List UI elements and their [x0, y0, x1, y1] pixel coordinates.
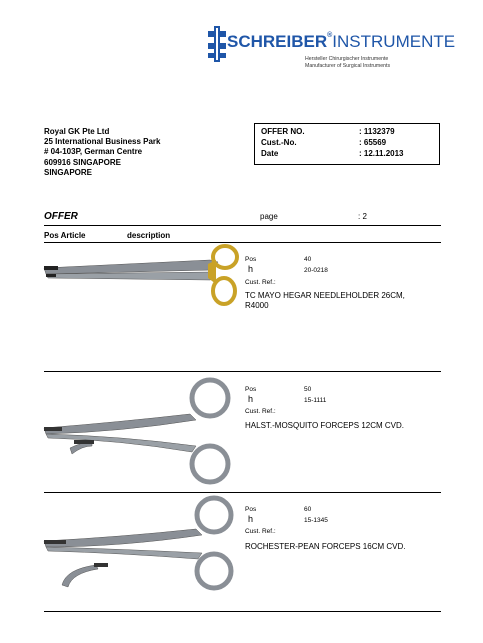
needleholder-image: [40, 244, 240, 314]
logo-suffix: INSTRUMENTE: [332, 32, 456, 51]
address-line: SINGAPORE: [44, 167, 93, 177]
item-description: HALST.-MOSQUITO FORCEPS 12CM CVD.: [245, 421, 404, 430]
h-icon: h: [248, 394, 254, 404]
pos-value: 50: [304, 386, 312, 393]
offer-title: OFFER: [44, 211, 78, 222]
h-icon: h: [248, 514, 254, 524]
article-number: 20-0218: [304, 267, 328, 274]
divider: [44, 242, 441, 243]
offer-no-value: : 1132379: [359, 127, 395, 136]
logo-tagline: [305, 56, 390, 69]
pos-value: 60: [304, 506, 312, 513]
date-value: : 12.11.2013: [359, 149, 404, 158]
item-description: TC MAYO HEGAR NEEDLEHOLDER 26CM,: [245, 291, 405, 300]
date-label: Date: [261, 149, 279, 158]
pos-label: Pos: [245, 506, 257, 513]
cust-no-label: Cust.-No.: [261, 138, 297, 147]
logo-cross-icon: [208, 26, 226, 62]
pos-value: 40: [304, 256, 312, 263]
address-line: # 04-103P, German Centre: [44, 147, 143, 157]
logo-tagline-de: Hersteller Chirurgischer Instrumente: [305, 56, 389, 62]
logo-reg: ®: [327, 32, 333, 39]
article-number: 15-1345: [304, 517, 328, 524]
h-icon: h: [248, 264, 254, 274]
item-description: ROCHESTER-PEAN FORCEPS 16CM CVD.: [245, 542, 406, 551]
pos-label: Pos: [245, 256, 257, 263]
pos-label: Pos: [245, 386, 257, 393]
article-number: 15-1111: [304, 397, 327, 404]
logo-tagline-en: Manufacturer of Surgical Instruments: [305, 62, 391, 69]
rochester-pean-forceps-image: [40, 493, 240, 593]
cust-ref-label: Cust. Ref.:: [245, 408, 276, 415]
address-line: 25 International Business Park: [44, 137, 161, 147]
address-line: Royal GK Pte Ltd: [44, 127, 110, 136]
cust-no-value: : 65569: [359, 138, 387, 147]
logo-brand: SCHREIBER: [227, 32, 328, 51]
divider: [44, 611, 441, 612]
divider: [44, 225, 441, 226]
offer-info-box: [254, 123, 440, 165]
page-number: : 2: [358, 212, 367, 221]
recipient-address: [44, 127, 161, 178]
address-line: 609916 SINGAPORE: [44, 157, 121, 167]
item-description-cont: R4000: [245, 301, 269, 310]
mosquito-forceps-image: [40, 372, 240, 490]
company-logo: [227, 32, 455, 52]
cust-ref-label: Cust. Ref.:: [245, 279, 276, 286]
column-pos-article: Pos Article: [44, 231, 86, 240]
cust-ref-label: Cust. Ref.:: [245, 528, 276, 535]
page-label: page: [260, 212, 278, 221]
offer-no-label: OFFER NO.: [261, 127, 305, 136]
column-description: description: [127, 231, 171, 240]
